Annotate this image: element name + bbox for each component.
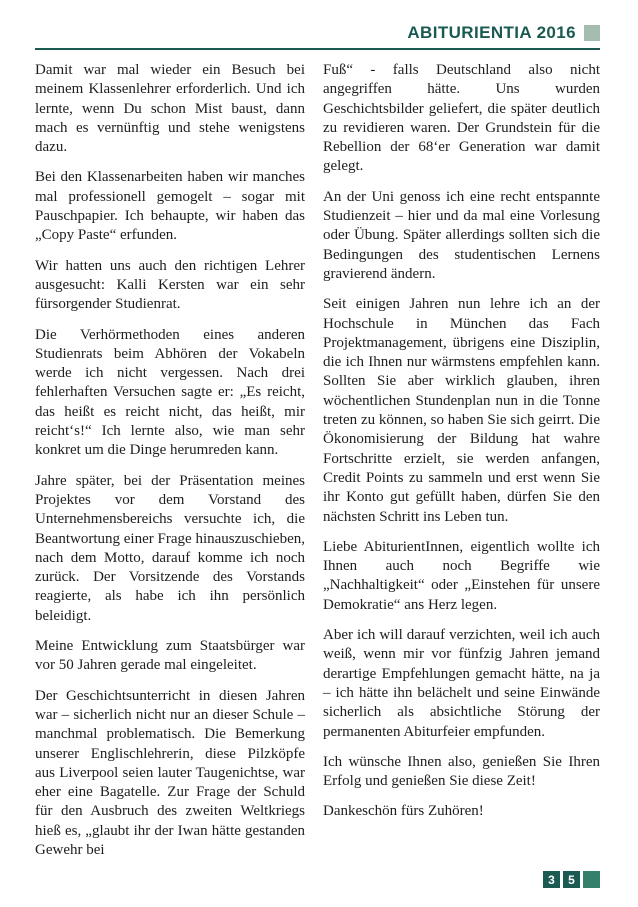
paragraph: Wir hatten uns auch den richtigen Lehrer ausgesucht: Kalli Kersten war ein sehr fürsorgender Studienrat. [35,257,305,313]
paragraph: Der Geschichtsunterricht in diesen Jahren war – sicherlich nicht nur an dieser Schule – manchmal problematisch. Die Bemerkung unserer Englischlehrerin, diese Pilzköpfe aus Liverpool seien lauter Taugenichtse, war eher eine Bagatelle. Zur Frage der Schuld für den Ausbruch des zweiten Weltkriegs hieß es, „glaubt ihr der Iwan hätte gestanden Gewehr bei [35,687,305,858]
header-accent-square-icon [584,25,600,41]
paragraph: Damit war mal wieder ein Besuch bei meinem Klassenlehrer erforderlich. Und ich lernte, wenn Du schon Mist baust, dann mach es vernünftig und stehe wenigstens dazu. [35,62,305,156]
footer-accent-square-icon [583,871,600,888]
page-number-digit: 5 [563,871,580,888]
paragraph: Die Verhörmethoden eines anderen Studienrats beim Abhören der Vokabeln werde ich nicht vergessen. Nach drei fehlerhaften Versuchen sagte er: „Es reicht, das heißt es reicht nicht, das heißt, mir reicht‘s!“ Ich lernte also, wie man sehr konkret um die Dinge herumreden kann. [35,326,305,459]
paragraph: Bei den Klassenarbeiten haben wir manches mal professionell gemogelt – sogar mit Pauschpapier. Ich behaupte, wir haben das „Copy Paste“ erfunden. [35,169,305,244]
text-column-right [323,61,600,860]
paragraph: Ich wünsche Ihnen also, genießen Sie Ihren Erfolg und genießen Sie diese Zeit! [323,753,600,790]
page-title: ABITURIENTIA 2016 [407,23,576,42]
paragraph: Liebe AbiturientInnen, eigentlich wollte ich Ihnen auch noch Begriffe wie „Nachhaltigkeit“ oder „Einstehen für unsere Demokratie“ ans Herz legen. [323,538,600,613]
header-rule [35,48,600,50]
text-column-left [35,61,305,860]
page-number-digit: 3 [543,871,560,888]
article-body [35,61,600,860]
paragraph: Fuß“ - falls Deutschland also nicht angegriffen hätte. Uns wurden Geschichtsbilder geliefert, die später deutlich zu revidieren waren. Der Grundstein für die Rebellion der 68‘er Generation war damit gelegt. [323,62,600,175]
paragraph: Seit einigen Jahren nun lehre ich an der Hochschule in München das Fach Projektmanagement, übrigens eine Disziplin, die ich Ihnen nur wärmstens empfehlen kann. Sollten Sie aber wirklich glauben, ihren wöchentlichen Stundenplan nun in die Tonne treten zu können, so haben Sie sich geirrt. Die Ökonomisierung der Bildung hat wahre Fortschritte erzielt, sie werden anfangen, Credit Points zu sammeln und erst wenn Sie ihr Konto gut gefüllt haben, dürfen Sie den nächsten Schritt ins Leben tun. [323,296,600,525]
page-footer [35,871,600,888]
paragraph: Jahre später, bei der Präsentation meines Projektes vor dem Vorstand des Unternehmensbereichs versuchte ich, die Beantwortung einer Frage hinauszuschieben, nach dem Motto, darauf komme ich noch zurück. Der Vorsitzende des Vorstands reagierte, als habe ich ihn persönlich beleidigt. [35,472,305,624]
paragraph: An der Uni genoss ich eine recht entspannte Studienzeit – hier und da mal eine Vorlesung oder Übung. Später allerdings sollten sich die Bedingungen des studentischen Lernens gravierend ändern. [323,188,600,282]
paragraph: Meine Entwicklung zum Staatsbürger war vor 50 Jahren gerade mal eingeleitet. [35,638,305,674]
paragraph: Dankeschön fürs Zuhören! [323,803,484,820]
paragraph: Aber ich will darauf verzichten, weil ich auch weiß, wenn mir vor fünfzig Jahren jemand derartige Empfehlungen gemacht hätte, na ja – ich hätte ihn belächelt und seine Einwände sicherlich als absichtliche Störung der permanenten Abiturfeier empfunden. [323,627,600,740]
page-header [35,23,600,43]
